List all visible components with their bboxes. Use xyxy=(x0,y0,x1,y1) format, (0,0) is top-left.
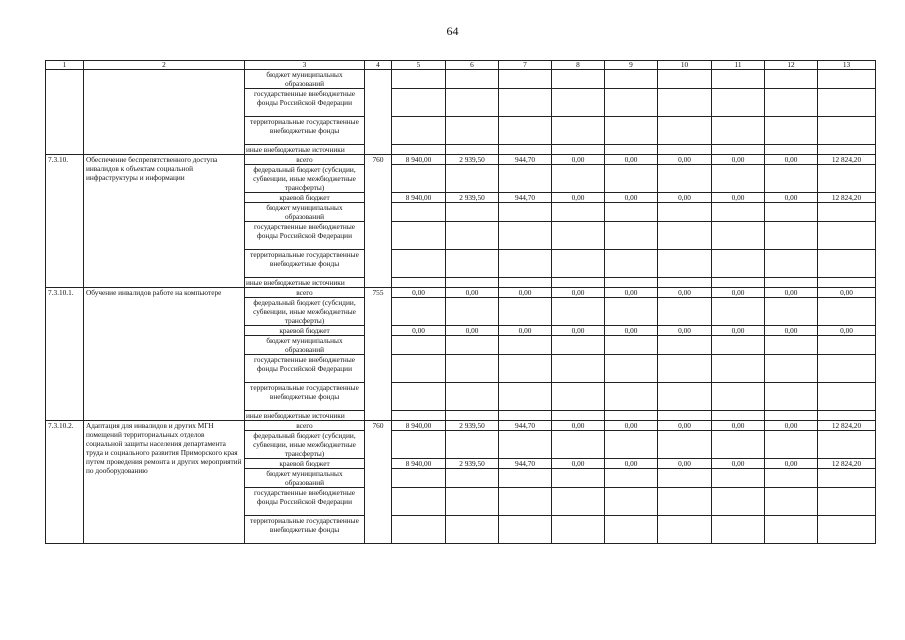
funding-source-cell: территориальные государственные внебюджетные фонды xyxy=(245,516,365,544)
value-cell xyxy=(392,222,446,250)
value-cell: 0,00 xyxy=(605,421,658,431)
value-cell: 0,00 xyxy=(712,459,765,469)
value-cell xyxy=(658,165,712,193)
value-cell xyxy=(392,165,446,193)
value-cell: 0,00 xyxy=(765,459,818,469)
value-cell xyxy=(765,469,818,488)
value-cell xyxy=(605,469,658,488)
value-cell: 944,70 xyxy=(499,421,552,431)
value-cell xyxy=(765,516,818,544)
value-cell xyxy=(552,383,605,411)
funding-source-cell: всего xyxy=(245,288,365,298)
value-cell xyxy=(818,222,876,250)
value-cell xyxy=(712,488,765,516)
value-cell xyxy=(818,431,876,459)
value-cell: 0,00 xyxy=(552,459,605,469)
value-cell xyxy=(658,89,712,117)
value-cell xyxy=(552,222,605,250)
funding-source-cell: государственные внебюджетные фонды Российской Федерации xyxy=(245,222,365,250)
column-number-header: 10 xyxy=(658,61,712,70)
value-cell: 8 940,00 xyxy=(392,421,446,431)
value-cell xyxy=(499,278,552,288)
value-cell xyxy=(712,70,765,89)
value-cell xyxy=(446,222,499,250)
value-cell: 0,00 xyxy=(446,326,499,336)
value-cell: 0,00 xyxy=(658,155,712,165)
value-cell xyxy=(658,203,712,222)
value-cell xyxy=(499,145,552,155)
row-name-cell: Обучение инвалидов работе на компьютере xyxy=(84,288,245,421)
value-cell xyxy=(552,488,605,516)
value-cell xyxy=(605,145,658,155)
value-cell xyxy=(499,383,552,411)
value-cell xyxy=(712,336,765,355)
row-code-cell: 7.3.10. xyxy=(46,155,84,288)
funding-source-cell: территориальные государственные внебюджетные фонды xyxy=(245,117,365,145)
funding-source-cell: иные внебюджетные источники xyxy=(245,278,365,288)
row-name-cell: Обеспечение беспрепятственного доступа инвалидов к объектам социальной инфраструктуры и информации xyxy=(84,155,245,288)
value-cell: 0,00 xyxy=(765,193,818,203)
value-cell xyxy=(605,298,658,326)
value-cell: 0,00 xyxy=(712,193,765,203)
value-cell xyxy=(765,165,818,193)
value-cell xyxy=(605,70,658,89)
value-cell: 0,00 xyxy=(712,288,765,298)
column-number-header: 5 xyxy=(392,61,446,70)
value-cell: 944,70 xyxy=(499,193,552,203)
value-cell xyxy=(658,411,712,421)
value-cell: 0,00 xyxy=(765,326,818,336)
indicator-cell: 755 xyxy=(365,288,392,421)
column-number-header: 13 xyxy=(818,61,876,70)
value-cell: 0,00 xyxy=(446,288,499,298)
value-cell xyxy=(712,222,765,250)
value-cell xyxy=(712,203,765,222)
value-cell: 0,00 xyxy=(605,193,658,203)
value-cell xyxy=(765,222,818,250)
funding-source-cell: всего xyxy=(245,421,365,431)
value-cell xyxy=(658,383,712,411)
value-cell: 0,00 xyxy=(658,288,712,298)
value-cell: 0,00 xyxy=(605,155,658,165)
value-cell xyxy=(712,469,765,488)
value-cell xyxy=(605,431,658,459)
value-cell xyxy=(818,89,876,117)
value-cell xyxy=(552,145,605,155)
value-cell: 8 940,00 xyxy=(392,193,446,203)
value-cell xyxy=(552,411,605,421)
value-cell xyxy=(818,298,876,326)
value-cell: 0,00 xyxy=(712,326,765,336)
value-cell xyxy=(765,203,818,222)
value-cell xyxy=(499,488,552,516)
table-row xyxy=(46,155,876,165)
value-cell xyxy=(818,411,876,421)
value-cell: 8 940,00 xyxy=(392,459,446,469)
value-cell xyxy=(818,250,876,278)
row-code-cell xyxy=(46,70,84,155)
value-cell xyxy=(605,222,658,250)
value-cell xyxy=(658,117,712,145)
value-cell xyxy=(392,250,446,278)
value-cell xyxy=(818,355,876,383)
table-row xyxy=(46,288,876,298)
value-cell: 944,70 xyxy=(499,155,552,165)
value-cell xyxy=(552,165,605,193)
value-cell xyxy=(552,431,605,459)
value-cell xyxy=(552,298,605,326)
value-cell xyxy=(712,278,765,288)
value-cell xyxy=(499,222,552,250)
value-cell xyxy=(552,89,605,117)
value-cell xyxy=(446,145,499,155)
funding-source-cell: всего xyxy=(245,155,365,165)
value-cell xyxy=(392,516,446,544)
value-cell xyxy=(552,278,605,288)
value-cell xyxy=(499,516,552,544)
column-number-header: 3 xyxy=(245,61,365,70)
value-cell xyxy=(446,383,499,411)
value-cell xyxy=(552,355,605,383)
value-cell xyxy=(446,165,499,193)
value-cell: 0,00 xyxy=(818,288,876,298)
funding-source-cell: государственные внебюджетные фонды Российской Федерации xyxy=(245,89,365,117)
value-cell xyxy=(446,117,499,145)
value-cell xyxy=(765,383,818,411)
value-cell xyxy=(658,469,712,488)
value-cell xyxy=(392,298,446,326)
value-cell xyxy=(712,383,765,411)
value-cell: 0,00 xyxy=(392,288,446,298)
value-cell xyxy=(712,89,765,117)
value-cell: 0,00 xyxy=(712,421,765,431)
value-cell xyxy=(765,298,818,326)
column-number-header: 2 xyxy=(84,61,245,70)
value-cell xyxy=(392,70,446,89)
value-cell xyxy=(446,469,499,488)
value-cell: 0,00 xyxy=(552,326,605,336)
value-cell xyxy=(605,203,658,222)
column-number-header: 1 xyxy=(46,61,84,70)
column-number-row xyxy=(46,61,876,70)
funding-source-cell: иные внебюджетные источники xyxy=(245,411,365,421)
row-code-cell: 7.3.10.2. xyxy=(46,421,84,544)
value-cell xyxy=(658,145,712,155)
value-cell xyxy=(499,431,552,459)
value-cell xyxy=(499,70,552,89)
value-cell xyxy=(658,516,712,544)
value-cell xyxy=(818,165,876,193)
value-cell xyxy=(392,355,446,383)
column-number-header: 6 xyxy=(446,61,499,70)
funding-source-cell: бюджет муниципальных образований xyxy=(245,336,365,355)
value-cell: 12 824,20 xyxy=(818,459,876,469)
funding-source-cell: краевой бюджет xyxy=(245,193,365,203)
value-cell xyxy=(499,89,552,117)
value-cell: 0,00 xyxy=(818,326,876,336)
value-cell xyxy=(392,145,446,155)
value-cell: 2 939,50 xyxy=(446,421,499,431)
value-cell xyxy=(446,298,499,326)
table-row xyxy=(46,421,876,431)
value-cell xyxy=(712,117,765,145)
value-cell xyxy=(765,278,818,288)
value-cell: 0,00 xyxy=(658,193,712,203)
value-cell: 0,00 xyxy=(605,459,658,469)
value-cell: 2 939,50 xyxy=(446,193,499,203)
value-cell: 0,00 xyxy=(552,288,605,298)
value-cell xyxy=(446,411,499,421)
value-cell xyxy=(499,117,552,145)
funding-source-cell: федеральный бюджет (субсидии, субвенции, иные межбюджетные трансферты) xyxy=(245,165,365,193)
value-cell: 0,00 xyxy=(765,288,818,298)
indicator-cell: 760 xyxy=(365,421,392,544)
value-cell xyxy=(605,516,658,544)
row-name-cell: Адаптация для инвалидов и других МГН помещений территориальных отделов социальной защиты населения департамента труда и социального развития Приморского края путем проведения ремонта и других мероприятий по дооборудованию xyxy=(84,421,245,544)
value-cell xyxy=(712,165,765,193)
value-cell: 0,00 xyxy=(605,326,658,336)
value-cell xyxy=(818,117,876,145)
value-cell xyxy=(499,203,552,222)
value-cell xyxy=(446,516,499,544)
value-cell xyxy=(658,278,712,288)
value-cell xyxy=(552,117,605,145)
value-cell xyxy=(392,469,446,488)
value-cell xyxy=(392,203,446,222)
value-cell xyxy=(392,89,446,117)
value-cell xyxy=(658,355,712,383)
funding-source-cell: государственные внебюджетные фонды Российской Федерации xyxy=(245,355,365,383)
table-row xyxy=(46,70,876,89)
value-cell xyxy=(765,336,818,355)
value-cell xyxy=(392,117,446,145)
column-number-header: 9 xyxy=(605,61,658,70)
value-cell xyxy=(658,298,712,326)
column-number-header: 8 xyxy=(552,61,605,70)
funding-source-cell: территориальные государственные внебюджетные фонды xyxy=(245,250,365,278)
value-cell xyxy=(712,431,765,459)
row-name-cell xyxy=(84,70,245,155)
value-cell: 0,00 xyxy=(552,193,605,203)
value-cell xyxy=(765,70,818,89)
value-cell xyxy=(499,336,552,355)
value-cell: 0,00 xyxy=(765,155,818,165)
value-cell xyxy=(552,250,605,278)
value-cell xyxy=(765,117,818,145)
value-cell xyxy=(392,278,446,288)
value-cell: 0,00 xyxy=(658,326,712,336)
page-number: 64 xyxy=(446,24,459,38)
funding-source-cell: федеральный бюджет (субсидии, субвенции, иные межбюджетные трансферты) xyxy=(245,298,365,326)
value-cell xyxy=(605,336,658,355)
value-cell xyxy=(818,516,876,544)
value-cell xyxy=(446,355,499,383)
value-cell: 0,00 xyxy=(499,288,552,298)
value-cell: 0,00 xyxy=(658,459,712,469)
value-cell xyxy=(658,488,712,516)
value-cell xyxy=(658,250,712,278)
value-cell xyxy=(712,516,765,544)
value-cell: 0,00 xyxy=(552,155,605,165)
value-cell: 0,00 xyxy=(765,421,818,431)
value-cell xyxy=(765,89,818,117)
value-cell xyxy=(499,411,552,421)
value-cell xyxy=(446,278,499,288)
value-cell: 12 824,20 xyxy=(818,193,876,203)
value-cell xyxy=(765,488,818,516)
value-cell xyxy=(499,165,552,193)
value-cell xyxy=(712,411,765,421)
value-cell: 12 824,20 xyxy=(818,421,876,431)
value-cell: 0,00 xyxy=(605,288,658,298)
value-cell xyxy=(658,70,712,89)
value-cell xyxy=(552,469,605,488)
value-cell xyxy=(605,488,658,516)
value-cell xyxy=(392,488,446,516)
value-cell xyxy=(818,383,876,411)
value-cell xyxy=(446,89,499,117)
value-cell xyxy=(446,250,499,278)
value-cell xyxy=(552,203,605,222)
funding-source-cell: краевой бюджет xyxy=(245,326,365,336)
funding-source-cell: государственные внебюджетные фонды Российской Федерации xyxy=(245,488,365,516)
value-cell xyxy=(818,278,876,288)
budget-table xyxy=(45,60,876,544)
value-cell xyxy=(605,383,658,411)
value-cell xyxy=(552,70,605,89)
value-cell xyxy=(499,355,552,383)
column-number-header: 4 xyxy=(365,61,392,70)
value-cell xyxy=(499,250,552,278)
value-cell xyxy=(712,250,765,278)
value-cell xyxy=(712,298,765,326)
value-cell xyxy=(605,250,658,278)
value-cell xyxy=(818,469,876,488)
value-cell xyxy=(765,411,818,421)
value-cell: 0,00 xyxy=(712,155,765,165)
value-cell xyxy=(392,383,446,411)
value-cell xyxy=(446,336,499,355)
value-cell xyxy=(499,469,552,488)
value-cell xyxy=(499,298,552,326)
funding-source-cell: бюджет муниципальных образований xyxy=(245,203,365,222)
value-cell xyxy=(605,89,658,117)
value-cell xyxy=(552,336,605,355)
value-cell xyxy=(392,431,446,459)
value-cell xyxy=(446,70,499,89)
column-number-header: 11 xyxy=(712,61,765,70)
funding-source-cell: иные внебюджетные источники xyxy=(245,145,365,155)
value-cell xyxy=(605,165,658,193)
value-cell xyxy=(658,431,712,459)
value-cell xyxy=(446,488,499,516)
row-code-cell: 7.3.10.1. xyxy=(46,288,84,421)
value-cell xyxy=(765,355,818,383)
value-cell: 2 939,50 xyxy=(446,155,499,165)
value-cell xyxy=(765,250,818,278)
funding-source-cell: территориальные государственные внебюджетные фонды xyxy=(245,383,365,411)
value-cell: 12 824,20 xyxy=(818,155,876,165)
value-cell xyxy=(818,145,876,155)
value-cell: 0,00 xyxy=(392,326,446,336)
value-cell: 8 940,00 xyxy=(392,155,446,165)
value-cell: 0,00 xyxy=(658,421,712,431)
funding-source-cell: краевой бюджет xyxy=(245,459,365,469)
value-cell xyxy=(765,145,818,155)
value-cell xyxy=(552,516,605,544)
value-cell xyxy=(818,488,876,516)
indicator-cell: 760 xyxy=(365,155,392,288)
value-cell: 2 939,50 xyxy=(446,459,499,469)
value-cell xyxy=(658,222,712,250)
value-cell xyxy=(658,336,712,355)
value-cell xyxy=(392,336,446,355)
value-cell xyxy=(605,411,658,421)
indicator-cell xyxy=(365,70,392,155)
value-cell xyxy=(765,431,818,459)
value-cell xyxy=(605,117,658,145)
value-cell: 0,00 xyxy=(499,326,552,336)
value-cell xyxy=(818,203,876,222)
value-cell xyxy=(446,203,499,222)
funding-source-cell: федеральный бюджет (субсидии, субвенции, иные межбюджетные трансферты) xyxy=(245,431,365,459)
value-cell xyxy=(712,145,765,155)
value-cell xyxy=(818,70,876,89)
value-cell xyxy=(392,411,446,421)
value-cell xyxy=(446,431,499,459)
column-number-header: 12 xyxy=(765,61,818,70)
value-cell: 944,70 xyxy=(499,459,552,469)
value-cell xyxy=(712,355,765,383)
column-number-header: 7 xyxy=(499,61,552,70)
value-cell xyxy=(605,278,658,288)
funding-source-cell: бюджет муниципальных образований xyxy=(245,469,365,488)
funding-source-cell: бюджет муниципальных образований xyxy=(245,70,365,89)
value-cell xyxy=(605,355,658,383)
value-cell: 0,00 xyxy=(552,421,605,431)
value-cell xyxy=(818,336,876,355)
